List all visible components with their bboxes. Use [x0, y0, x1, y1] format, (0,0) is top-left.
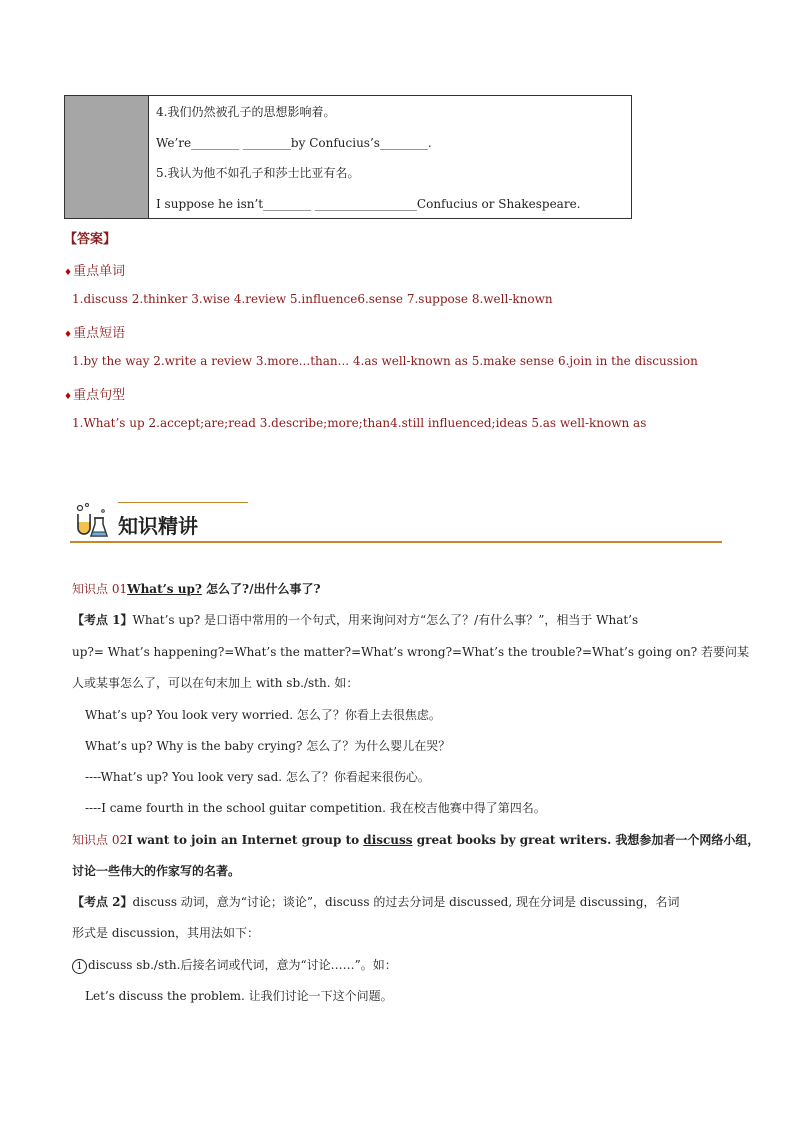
kaodian2-label: 【考点 2】 — [72, 895, 133, 909]
section-title: 重点短语 — [73, 326, 126, 341]
diamond-icon: ♦ — [64, 392, 73, 402]
kaodian1-text: What’s up? 是口语中常用的一个句式，用来询问对方“怎么了？/有什么事？”，相当于 What’s — [132, 613, 639, 627]
table-gray-cell — [65, 96, 149, 218]
table-row: 5.我认为他不如孔子和莎士比亚有名。 — [156, 166, 360, 180]
kaodian2-line1 — [72, 892, 724, 912]
sentences-answer: 1.What’s up 2.accept;are;read 3.describe;more;than4.still influenced;ideas 5.as well-known as — [72, 416, 647, 430]
diamond-icon: ♦ — [64, 268, 73, 278]
answer-heading: 【答案】 — [64, 232, 117, 247]
table-row: 4.我们仍然被孔子的思想影响着。 — [156, 105, 336, 119]
kp1-meaning: 怎么了?/出什么事了? — [201, 582, 321, 596]
section-banner — [70, 498, 722, 544]
section-sentences — [64, 384, 125, 403]
banner-underline — [70, 541, 722, 543]
kp2-heading — [72, 830, 760, 850]
kaodian2-text: discuss 动词，意为“讨论；谈论”，discuss 的过去分词是 discussed, 现在分词是 discussing，名词 — [132, 895, 680, 909]
words-answer: 1.discuss 2.thinker 3.wise 4.review 5.influence6.sense 7.suppose 8.well-known — [72, 292, 553, 306]
section-phrases — [64, 322, 125, 341]
kp1-label: 知识点 01 — [72, 582, 128, 596]
example-sentence: What’s up? You look very worried. 怎么了？你看上去很焦虑。 — [85, 708, 441, 722]
usage-1 — [72, 955, 724, 975]
kaodian1-line1 — [72, 610, 724, 630]
kp1-phrase: What’s up? — [127, 582, 202, 596]
kaodian1-line2: up?= What’s happening?=What’s the matter?=What’s wrong?=What’s the trouble?=What’s going on? 若要问某 — [72, 645, 750, 659]
kp2-keyword: discuss — [363, 833, 413, 847]
kaodian1-line3: 人或某事怎么了，可以在句末加上 with sb./sth. 如： — [72, 676, 359, 690]
usage-text: discuss sb./sth.后接名词或代词，意为“讨论……”。如： — [88, 958, 397, 972]
banner-top-line — [118, 502, 248, 503]
kp2-text: I want to join an Internet group to — [127, 833, 364, 847]
phrases-answer: 1.by the way 2.write a review 3.more...than... 4.as well-known as 5.make sense 6.join in the discussion — [72, 354, 698, 368]
circled-number: 1 — [72, 959, 87, 974]
section-words — [64, 260, 125, 279]
example-sentence: Let’s discuss the problem. 让我们讨论一下这个问题。 — [85, 989, 393, 1003]
diamond-icon: ♦ — [64, 330, 73, 340]
exercise-table — [64, 95, 632, 219]
table-row: I suppose he isn’t________ _________________Confucius or Shakespeare. — [156, 196, 581, 211]
kaodian2-line2: 形式是 discussion，其用法如下： — [72, 926, 260, 940]
example-sentence: ----What’s up? You look very sad. 怎么了？你看起来很伤心。 — [85, 770, 430, 784]
example-sentence: What’s up? Why is the baby crying? 怎么了？为什么婴儿在哭？ — [85, 739, 451, 753]
kp2-label: 知识点 02 — [72, 833, 128, 847]
table-text-cell — [149, 96, 631, 218]
kaodian1-label: 【考点 1】 — [72, 613, 133, 627]
section-title: 重点句型 — [73, 388, 126, 403]
table-row: We’re________ ________by Confucius’s________. — [156, 135, 432, 150]
kp1-heading — [72, 579, 724, 599]
flask-icon — [70, 502, 110, 540]
kp2-line2: 讨论一些伟大的作家写的名著。 — [72, 864, 241, 878]
section-title: 重点单词 — [73, 264, 126, 279]
example-sentence: ----I came fourth in the school guitar competition. 我在校吉他赛中得了第四名。 — [85, 801, 546, 815]
kp2-text: great books by great writers. 我想参加者一个网络小组， — [412, 833, 760, 847]
banner-title: 知识精讲 — [118, 514, 198, 538]
